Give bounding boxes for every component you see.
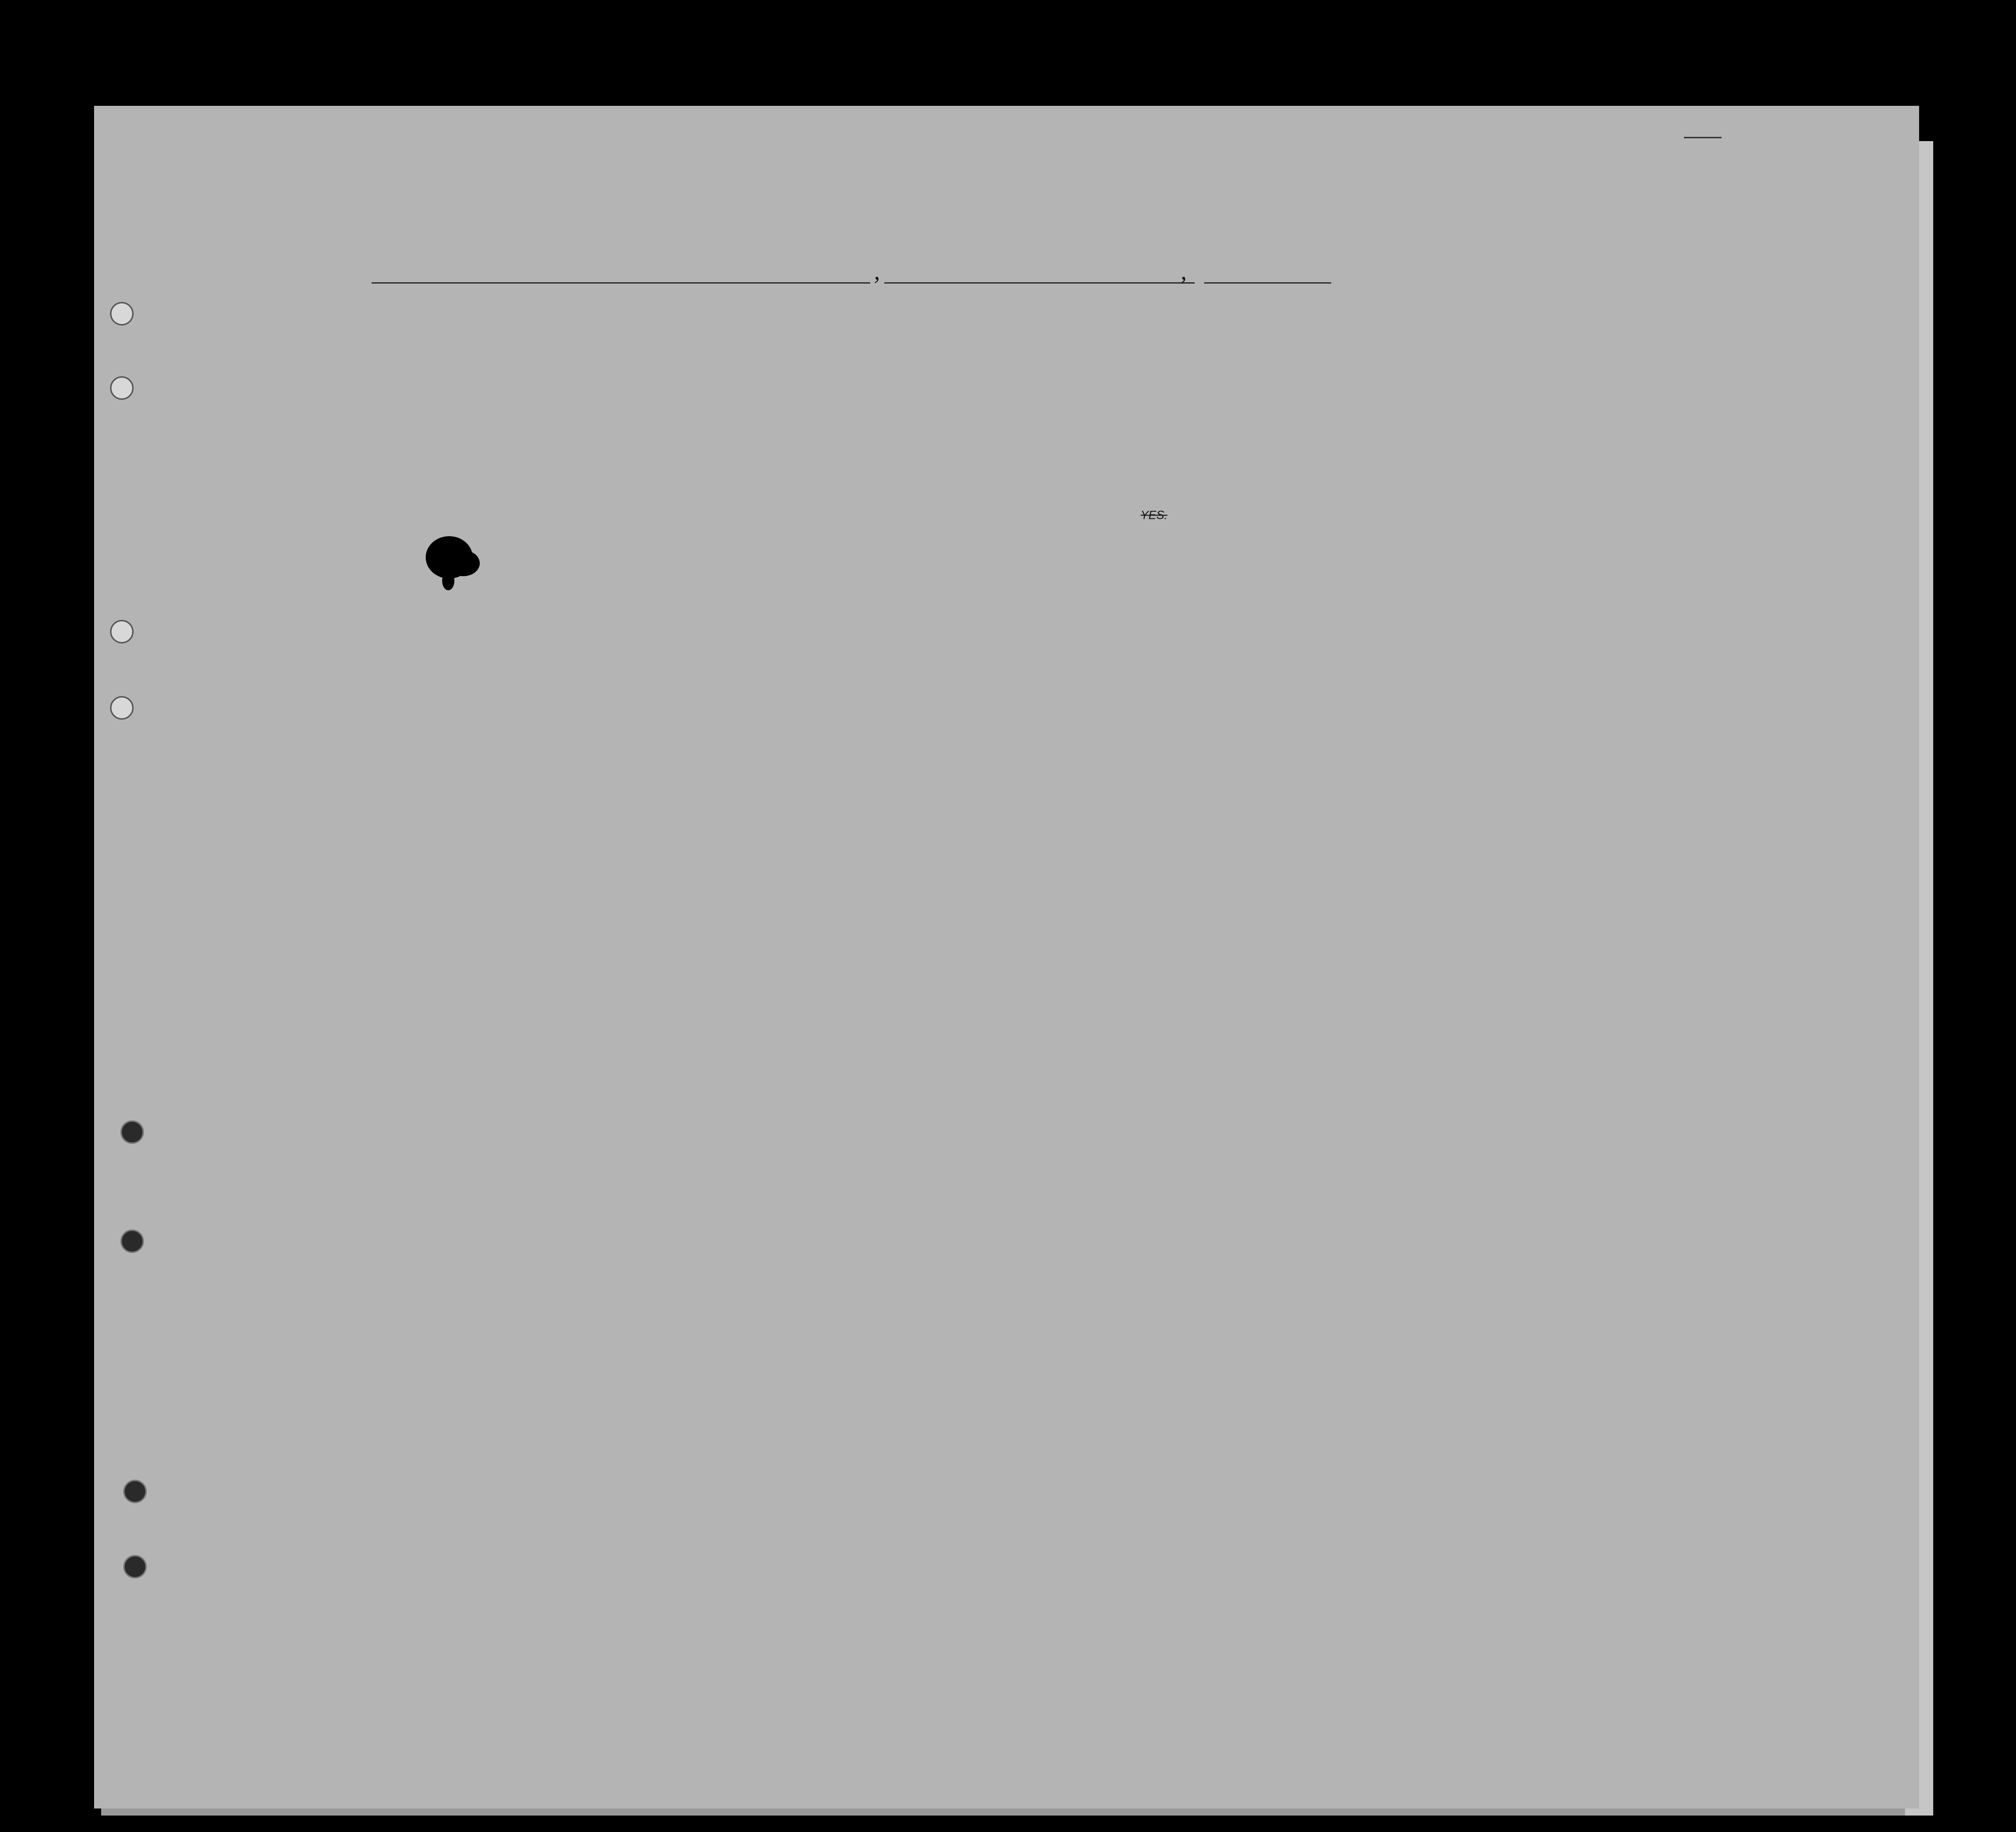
ink-blot xyxy=(447,550,480,576)
ink-blot xyxy=(442,571,454,590)
